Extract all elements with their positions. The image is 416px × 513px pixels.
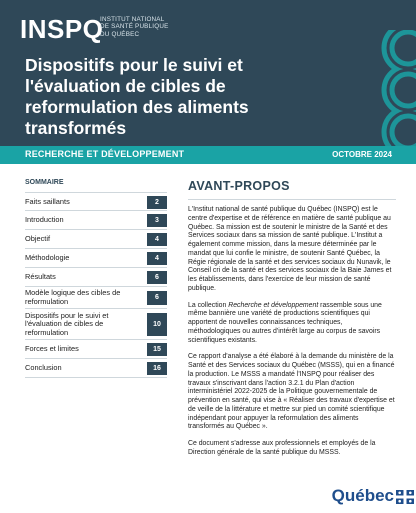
toc-item[interactable] bbox=[25, 192, 167, 211]
toc-item-label: Conclusion bbox=[25, 363, 62, 373]
category-band bbox=[0, 146, 416, 164]
toc-item[interactable] bbox=[25, 211, 167, 230]
quebec-government-logo: Québec bbox=[331, 486, 394, 505]
collection-label: RECHERCHE ET DÉVELOPPEMENT bbox=[25, 149, 185, 159]
toc-item-label: Objectif bbox=[25, 234, 51, 244]
collection-name: Recherche et développement bbox=[228, 301, 319, 309]
toc-item[interactable] bbox=[25, 340, 167, 359]
collection-text-end: rassemble sous une même bannière une variété de productions scientifiques qui apportent de nouvelles connaissances techniques, méthodologiques ou autres d'intérêt large au corpus de savoirs scientifiques existants. bbox=[188, 301, 382, 344]
section-heading: AVANT-PROPOS bbox=[188, 179, 290, 193]
paragraph-mission: L'Institut national de santé publique du Québec (INSPQ) est le centre d'expertise et de référence en matière de santé publique au Québec. Sa mission est de soutenir le ministre de la Santé et des Services sociaux dans sa mission de santé publique. L'Institut a également comme mission, dans la mesure déterminée par le mandat que lui confie le ministre, de soutenir Santé Québec, la Régie régionale de la santé et des services sociaux du Nunavik, le Conseil cri de la santé et des services sociaux de la Baie James et les établissements, dans l'exercice de leur mission de santé publique. bbox=[188, 206, 392, 292]
toc-item-label: Dispositifs pour le suivi et l'évaluation de cibles de reformulation bbox=[25, 310, 109, 337]
fleur-de-lis-flag-icon bbox=[396, 490, 414, 504]
decorative-circles-icon bbox=[346, 30, 416, 146]
institute-line-1: INSTITUT NATIONAL bbox=[100, 16, 165, 23]
toc-page-number: 15 bbox=[147, 343, 167, 356]
toc-item-label: Forces et limites bbox=[25, 344, 79, 354]
toc-page-number: 4 bbox=[147, 252, 167, 265]
toc-page-number: 3 bbox=[147, 214, 167, 227]
paragraph-audience: Ce document s'adresse aux professionnels et employés de la Direction générale de la santé publique du MSSS. bbox=[188, 440, 376, 456]
toc-item[interactable] bbox=[25, 268, 167, 287]
toc-item[interactable] bbox=[25, 249, 167, 268]
toc-item-label: Résultats bbox=[25, 272, 56, 282]
toc-page-number: 6 bbox=[147, 291, 167, 305]
publication-date: OCTOBRE 2024 bbox=[332, 150, 392, 159]
document-title: Dispositifs pour le suivi et l'évaluation de cibles de reformulation des aliments transformés bbox=[25, 55, 249, 138]
divider bbox=[188, 199, 396, 200]
toc-page-number: 6 bbox=[147, 271, 167, 284]
toc-item-label: Modèle logique des cibles de reformulation bbox=[25, 288, 121, 306]
institute-line-2: DE SANTÉ PUBLIQUE bbox=[100, 23, 169, 31]
main-content bbox=[188, 179, 396, 466]
toc-item-label: Méthodologie bbox=[25, 253, 70, 263]
toc-page-number: 10 bbox=[147, 313, 167, 336]
toc-item-label: Faits saillants bbox=[25, 197, 70, 207]
inspq-logo: INSPQ bbox=[20, 14, 104, 44]
table-of-contents bbox=[25, 179, 167, 378]
toc-item[interactable] bbox=[25, 309, 167, 340]
collection-text-start: La collection bbox=[188, 301, 229, 309]
toc-page-number: 4 bbox=[147, 233, 167, 246]
toc-item[interactable] bbox=[25, 230, 167, 249]
paragraph-mandate: Ce rapport d'analyse a été élaboré à la demande du ministère de la Santé et des Services sociaux du Québec (MSSS), qui en a financé la production. Le MSSS a mandaté l'INSPQ pour réaliser des travaux s'inscrivant dans l'action 3.2.1 du Plan d'action interministériel 2022-2025 de la Politique gouvernementale de prévention en santé, qui vise à « Réaliser des travaux d'expertise et de veille de la littérature et mettre sur pied un comité scientifique indépendant pour appuyer la reformulation des aliments transformés au Québec ». bbox=[188, 353, 395, 431]
toc-item-label: Introduction bbox=[25, 215, 64, 225]
toc-page-number: 16 bbox=[147, 362, 167, 375]
institute-name bbox=[100, 16, 168, 38]
paragraph-collection bbox=[188, 302, 396, 346]
toc-title: SOMMAIRE bbox=[25, 179, 64, 186]
header bbox=[0, 0, 416, 146]
toc-item[interactable] bbox=[25, 359, 167, 378]
toc-page-number: 2 bbox=[147, 196, 167, 209]
toc-item[interactable] bbox=[25, 287, 167, 309]
institute-line-3: DU QUÉBEC bbox=[100, 30, 140, 38]
